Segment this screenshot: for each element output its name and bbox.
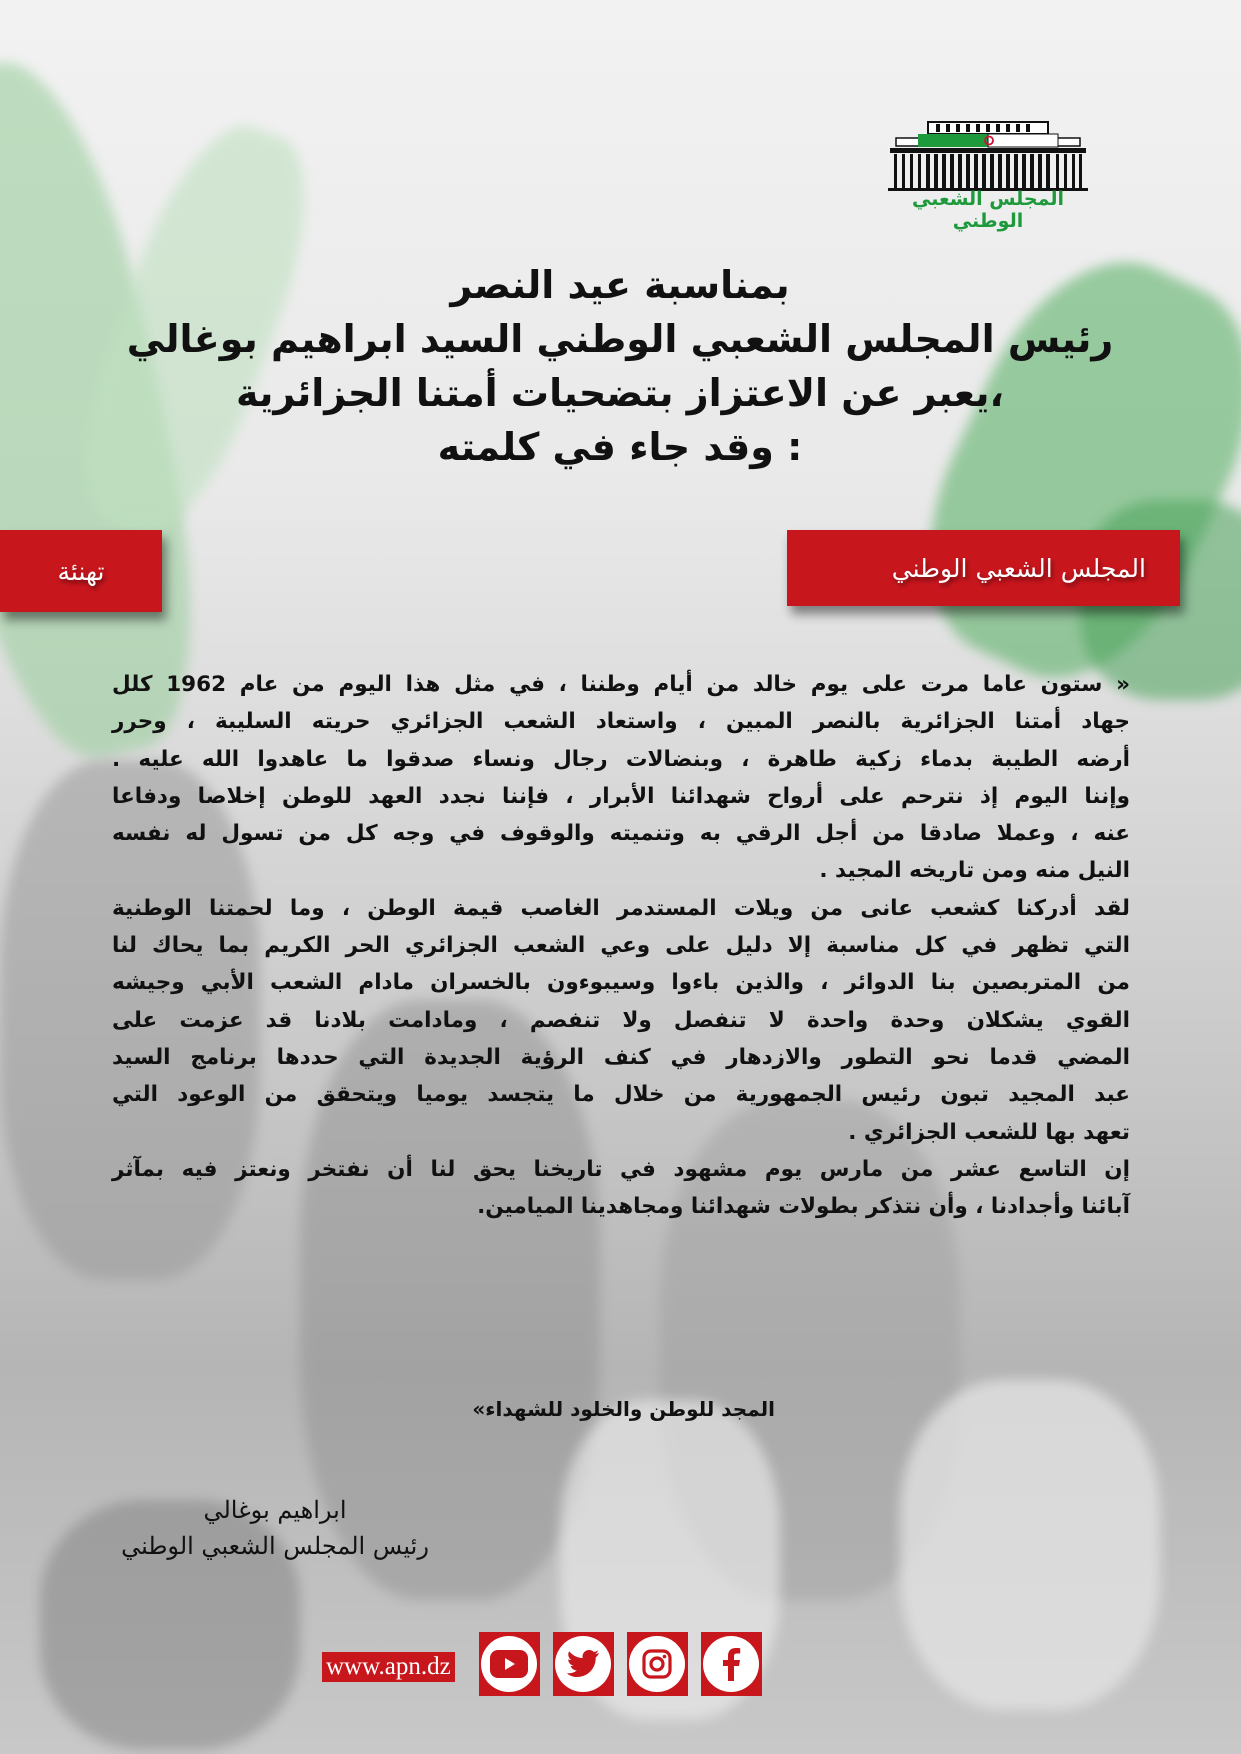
institution-banner	[787, 530, 1180, 606]
speech-line: أرضه الطيبة بدماء زكية طاهرة ، وبنضالات رجال ونساء صدقوا ما عاهدوا الله عليه .	[112, 746, 1130, 772]
apn-logo	[886, 108, 1090, 232]
facebook-button[interactable]	[701, 1632, 762, 1696]
youtube-icon	[489, 1649, 529, 1679]
youtube-button[interactable]	[479, 1632, 540, 1696]
speech-line: القوي يشكلان وحدة واحدة لا تنفصل ولا تنفصم ، ومادامت بلادنا قد عزمت على	[112, 1007, 1130, 1033]
website-link[interactable]: www.apn.dz	[322, 1652, 455, 1682]
speech-line: المضي قدما نحو التطور والازدهار في كنف الرؤية الجديدة التي حددها برنامج السيد	[112, 1044, 1130, 1070]
speech-closing: المجد للوطن والخلود للشهداء»	[472, 1397, 775, 1421]
instagram-button[interactable]	[627, 1632, 688, 1696]
twitter-icon	[566, 1650, 600, 1678]
speech-line: إن التاسع عشر من مارس يوم مشهود في تاريخنا يحق لنا أن نفتخر ونعتز فيه بمآثر	[112, 1156, 1130, 1182]
headline-line: يعبر عن الاعتزاز بتضحيات أمتنا الجزائرية،	[236, 371, 1004, 415]
speech-line: من المتربصين بنا الدوائر ، والذين باءوا وسيبوءون بالخسران مادام الشعب الأبي وجيشه	[112, 970, 1130, 996]
speech-line: عنه ، وعملا صادقا من أجل الرقي به وتنميته والوقوف في وجه كل من تسول له نفسه	[112, 821, 1130, 847]
footer	[322, 1632, 775, 1696]
signatory-name: ابراهيم بوغالي	[203, 1496, 347, 1524]
headline-line: رئيس المجلس الشعبي الوطني السيد ابراهيم بوغالي	[126, 317, 1114, 361]
speech-body	[112, 666, 1130, 1225]
twitter-button[interactable]	[553, 1632, 614, 1696]
logo-text: المجلس الشعبي الوطني	[912, 188, 1064, 232]
headline-line: بمناسبة عيد النصر	[450, 263, 790, 307]
signature-block	[100, 1492, 450, 1564]
institution-banner-label: المجلس الشعبي الوطني	[891, 553, 1146, 583]
speech-line: وإننا اليوم إذ نترحم على أرواح شهدائنا الأبرار ، فإننا نجدد العهد للوطن إخلاصا ودفاعا	[112, 783, 1130, 809]
speech-line: تعهد بها للشعب الجزائري .	[848, 1119, 1130, 1145]
speech-line: التي تظهر في كل مناسبة إلا دليل على وعي الشعب الجزائري الحر الكريم بما يحاك لنا	[112, 933, 1130, 959]
headline-line: وقد جاء في كلمته :	[437, 425, 803, 469]
congratulation-banner-label: تهنئة	[57, 556, 105, 586]
speech-line: جهاد أمتنا الجزائرية بالنصر المبين ، واستعاد الشعب الجزائري حريته السليبة ، وحرر	[112, 709, 1130, 735]
headline	[100, 258, 1140, 474]
speech-line: لقد أدركنا كشعب عانى من ويلات المستدمر الغاصب قيمة الوطن ، وما لحمتنا الوطنية	[112, 895, 1130, 921]
signatory-role: رئيس المجلس الشعبي الوطني	[121, 1532, 429, 1560]
speech-line: آبائنا وأجدادنا ، وأن نتذكر بطولات شهدائنا ومجاهدينا الميامين.	[477, 1194, 1130, 1220]
speech-line: « ستون عاما مرت على يوم خالد من أيام وطننا ، في مثل هذا اليوم من عام 1962 كلل	[112, 672, 1130, 697]
speech-line: عبد المجيد تبون رئيس الجمهورية من خلال ما يتجسد يوميا ويتحقق من الوعود التي	[112, 1082, 1130, 1108]
speech-line: النيل منه ومن تاريخه المجيد .	[819, 858, 1130, 884]
facebook-icon	[721, 1647, 741, 1681]
instagram-icon	[642, 1649, 672, 1679]
congratulation-banner	[0, 530, 162, 612]
